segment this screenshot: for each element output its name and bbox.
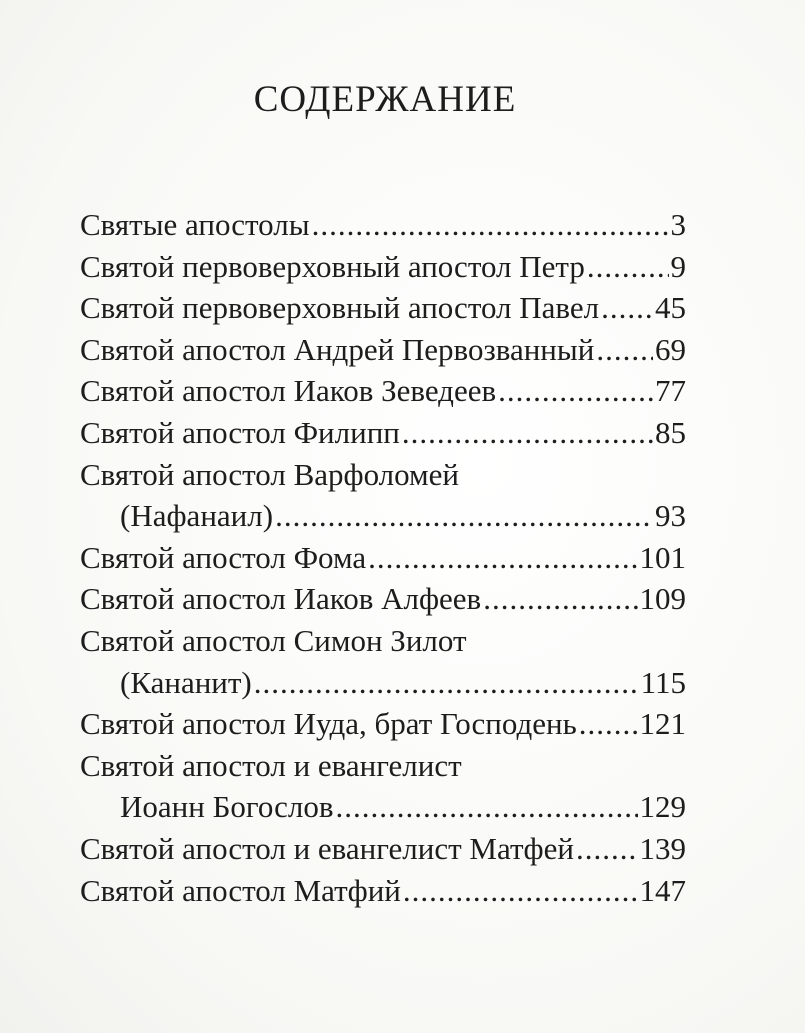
dot-leader: [335, 786, 637, 828]
dot-leader: [483, 578, 637, 620]
toc-entry: [80, 246, 686, 288]
toc-entry-title: Святой апостол Филипп: [80, 414, 400, 450]
toc-entry: [80, 204, 686, 246]
toc-entry-page: 9: [670, 248, 686, 284]
toc-entry-page: 147: [639, 872, 686, 908]
toc-entry: [80, 370, 686, 412]
dot-leader: [275, 495, 653, 537]
toc-entry-title: Святой первоверховный апостол Петр: [80, 248, 585, 284]
toc-entry-title-first-line: Святой апостол Симон Зилот: [80, 622, 467, 658]
toc-entry-page: 77: [655, 373, 686, 409]
toc-entry-page: 129: [639, 789, 686, 825]
dot-leader: [576, 828, 638, 870]
toc-entry: [80, 870, 686, 912]
toc-entry-page: 109: [639, 581, 686, 617]
toc-entry-title: Святые апостолы: [80, 207, 310, 242]
toc-entry: [80, 703, 686, 745]
toc-entry-title: Святой апостол и евангелист Матфей: [80, 830, 574, 866]
dot-leader: [254, 662, 639, 704]
dot-leader: [601, 287, 653, 329]
toc-entry-page: 69: [655, 331, 686, 367]
toc-entry-title: (Нафанаил): [120, 498, 274, 534]
toc-entry: [80, 287, 686, 329]
toc-entry-page: 45: [655, 290, 686, 326]
dot-leader: [312, 204, 669, 246]
toc-entry-page: 121: [639, 706, 686, 742]
toc-entry: [80, 662, 686, 704]
toc-entry-title: Иоанн Богослов: [120, 789, 334, 825]
toc-entry-title-first-line: Святой апостол Варфоломей: [80, 456, 460, 492]
toc-entry-title: (Кананит): [120, 664, 252, 700]
toc-entry-title: Святой апостол Андрей Первозванный: [80, 331, 595, 367]
toc-entry-page: 139: [639, 830, 686, 866]
dot-leader: [402, 412, 653, 454]
toc-entry-page: 3: [670, 207, 686, 242]
toc-entry-title: Святой апостол Иаков Зеведеев: [80, 373, 497, 409]
toc-entry: [80, 495, 686, 537]
dot-leader: [596, 329, 653, 371]
toc-entry-page: 85: [655, 414, 686, 450]
toc-entry-page: 101: [639, 539, 686, 575]
toc-entry-title: Святой апостол Фома: [80, 539, 367, 575]
toc-entry-page: 115: [640, 664, 686, 700]
table-of-contents: [80, 204, 686, 911]
dot-leader: [403, 870, 638, 912]
toc-entry: [80, 412, 686, 454]
toc-entry-title: Святой апостол Матфий: [80, 872, 401, 908]
toc-entry: [80, 537, 686, 579]
dot-leader: [579, 703, 638, 745]
toc-entry-title: Святой апостол Иаков Алфеев: [80, 581, 482, 617]
dot-leader: [587, 246, 669, 288]
toc-entry-title: Святой апостол Иуда, брат Господень: [80, 706, 577, 742]
toc-entry-title: Святой первоверховный апостол Павел: [80, 290, 600, 326]
page-title: СОДЕРЖАНИЕ: [253, 79, 517, 120]
toc-entry: [80, 828, 686, 870]
dot-leader: [368, 537, 637, 579]
toc-entry: [80, 786, 686, 828]
toc-entry: [80, 329, 686, 371]
toc-entry-title-first-line: Святой апостол и евангелист: [80, 747, 462, 783]
dot-leader: [498, 370, 653, 412]
toc-entry: [80, 578, 686, 620]
toc-entry-page: 93: [655, 498, 686, 534]
